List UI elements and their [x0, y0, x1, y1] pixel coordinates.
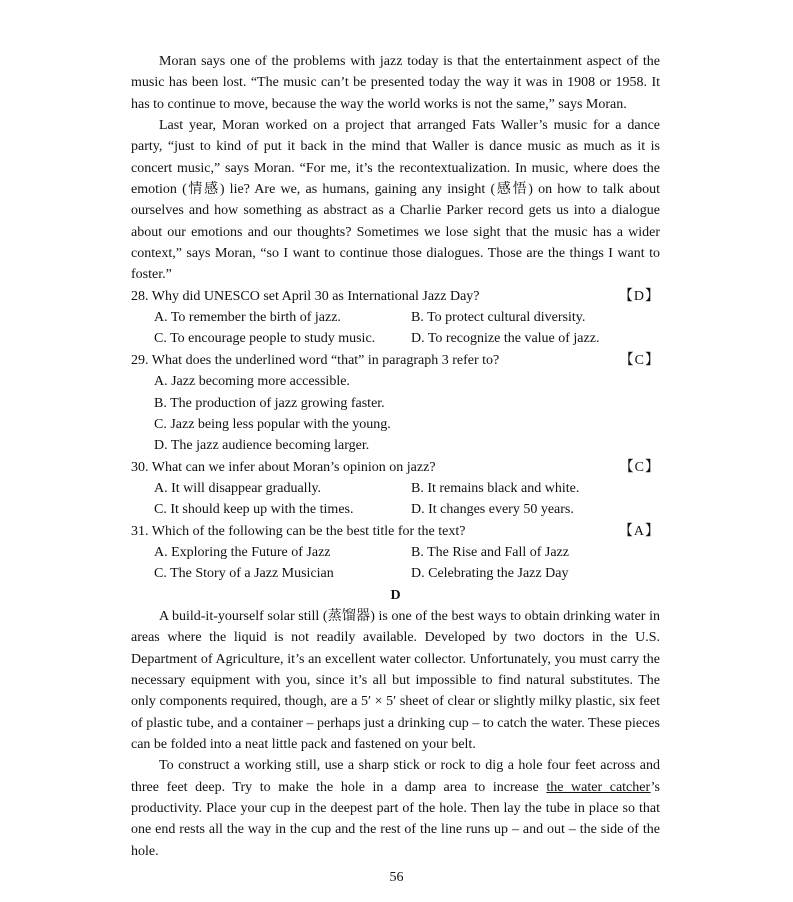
option: C. The Story of a Jazz Musician [154, 566, 334, 582]
page-number: 56 [389, 870, 404, 885]
answer-key: 【A】 [618, 523, 660, 539]
option: A. To remember the birth of jazz. [154, 310, 341, 326]
paragraph: A build-it-yourself solar still (蒸馏器) is one of the best ways to obtain drinking water in areas where the liquid is not readily available. Developed by two doctors in the U.S. Department of Agriculture, it’s an excellent water collector. Unfortunately, you must carry the necessary equipment with you, since it’s all but impossible to find natural substitutes. The only components required, though, are a 5′ × 5′ sheet of clear or slightly milky plastic, six feet of plastic tube, and a container – perhaps just a drinking cup – to catch the water. These pieces can be folded into a neat little pack and fastened on your belt. [131, 608, 660, 752]
paragraph: Last year, Moran worked on a project that arranged Fats Waller’s music for a dance party, “just to kind of put it back in the mind that Waller is dance music as much as it is concert music,” says Moran. “For me, it’s the recontextualization. In music, where does the emotion (情感) lie? Are we, as humans, gaining any insight (感悟) on how to talk about ourselves and how something as abstract as a Charlie Parker record gets us into a dialogue about our emotions and our thoughts? Sometimes we lose sight that the music has a wider context,” says Moran, “so I want to continue those dialogues. Those are the things I want to foster.” [131, 118, 660, 283]
option: B. It remains black and white. [411, 480, 580, 496]
option: C. To encourage people to study music. [154, 331, 376, 347]
question-stem: 28. Why did UNESCO set April 30 as International Jazz Day? [131, 288, 480, 304]
question-stem: 30. What can we infer about Moran’s opinion on jazz? [131, 459, 436, 475]
option: D. Celebrating the Jazz Day [411, 566, 569, 582]
question-28 [131, 286, 660, 307]
option: B. The production of jazz growing faster. [154, 395, 385, 411]
section-heading: D [390, 587, 401, 603]
question-stem: 31. Which of the following can be the best title for the text? [131, 523, 466, 539]
question-31 [131, 521, 660, 542]
option: B. The Rise and Fall of Jazz [411, 544, 569, 560]
text-run: ’s productivity. Place your cup in the deepest part of the hole. Then lay the tube in place so that one end rests all the way in the cup and the rest of the line runs up – and out – the side of the hole. [131, 779, 660, 859]
question-29 [131, 350, 660, 371]
option: B. To protect cultural diversity. [411, 310, 586, 326]
underlined-phrase: the water catcher [546, 779, 651, 795]
option: C. It should keep up with the times. [154, 502, 354, 518]
answer-key: 【C】 [619, 459, 660, 475]
question-30 [131, 457, 660, 478]
document-page [131, 51, 660, 862]
option: D. To recognize the value of jazz. [411, 331, 600, 347]
option: A. Jazz becoming more accessible. [154, 374, 350, 390]
option: D. The jazz audience becoming larger. [154, 438, 370, 454]
paragraph: Moran says one of the problems with jazz today is that the entertainment aspect of the music has been lost. “The music can’t be presented today the way it was in 1908 or 1958. It has to continue to move, because the way the world works is not the same,” says Moran. [131, 54, 660, 112]
option: D. It changes every 50 years. [411, 502, 574, 518]
paragraph [131, 755, 660, 862]
option: A. Exploring the Future of Jazz [154, 544, 331, 560]
text-run: To construct a working still, use a sharp stick or rock to dig a hole four feet across and three feet deep. Try to make the hole in a damp area to increase [131, 758, 660, 795]
question-stem: 29. What does the underlined word “that” in paragraph 3 refer to? [131, 352, 500, 368]
option: C. Jazz being less popular with the young. [154, 416, 391, 432]
answer-key: 【C】 [619, 352, 660, 368]
answer-key: 【D】 [618, 288, 660, 304]
option: A. It will disappear gradually. [154, 480, 322, 496]
